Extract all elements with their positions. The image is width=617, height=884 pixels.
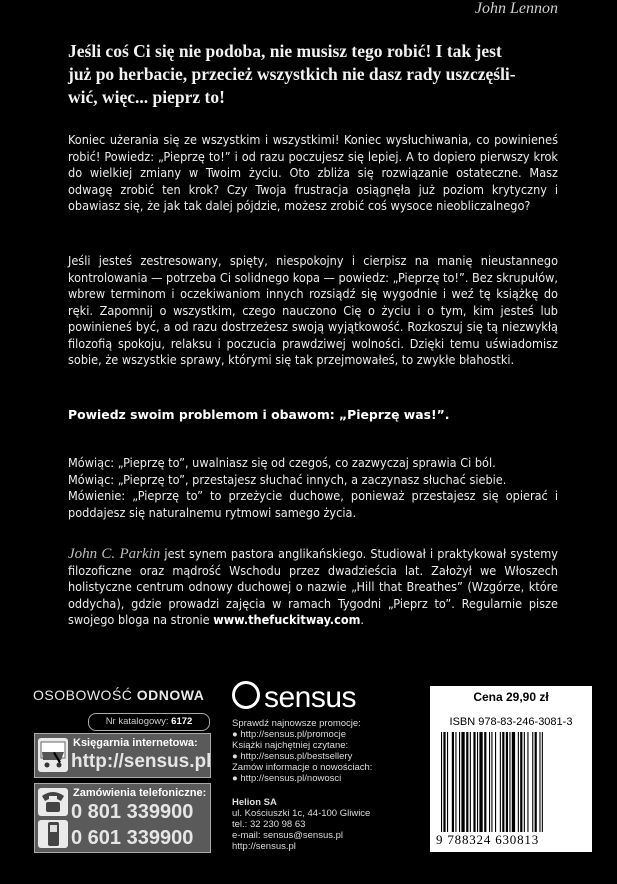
- sensus-logo-mark: [232, 681, 260, 709]
- phone-icon: [38, 788, 68, 816]
- shop-title: Księgarnia internetowa:: [73, 737, 198, 749]
- author-name: John C. Parkin: [68, 546, 161, 562]
- promo-line: Sprawdź najnowsze promocje:: [232, 718, 361, 729]
- quote-line: wić, więc... pieprz to!: [68, 87, 225, 107]
- barcode-bar: [459, 732, 460, 832]
- epigraph-quote: [68, 40, 558, 109]
- address-line: e-mail: sensus@sensus.pl: [232, 830, 344, 841]
- address-line: http://sensus.pl: [232, 841, 296, 852]
- paragraph-saying: [68, 455, 558, 521]
- barcode-bar: [484, 732, 486, 832]
- barcode-bar: [455, 732, 456, 832]
- promo-line: Zamów informacje o nowościach:: [232, 762, 373, 773]
- paragraph-intro: Koniec użerania się ze wszystkim i wszystkimi! Koniec wysłuchiwania, co powinieneś robić! Powiedz: „Pieprzę to!” i od razu poczujesz się lepiej. A to dopiero pierwszy krok do wielkiej zmiany w Twoim życiu. Oto zbliża się rozwiązanie ostateczne. Masz odwagę zrobić ten krok? Czy Twoja frustracja osiągnęła już poziom krytyczny i obawiasz się, że jak tak dalej pójdzie, możesz zrobić coś wysoce nieobliczalnego?: [68, 132, 558, 213]
- saying-line: Mówienie: „Pieprzę to” to przeżycie duchowe, ponieważ przestajesz się opierać i poddajesz się naturalnemu rytmowi samego życia.: [68, 488, 558, 520]
- bio-end: .: [360, 612, 365, 627]
- phone-number-1: 0 801 339900: [71, 801, 194, 823]
- barcode-bar: [473, 732, 475, 832]
- phone-number-2: 0 601 339900: [71, 827, 194, 849]
- barcode-bar: [443, 732, 445, 832]
- quote-line: już po herbacie, przecież wszystkich nie dasz rady uszczęśli-: [68, 64, 516, 84]
- author-bio: [68, 546, 558, 629]
- bold-tagline: Powiedz swoim problemom i obawom: „Pieprzę was!”.: [68, 407, 450, 422]
- barcode-bar: [489, 732, 490, 832]
- paragraph-stress: Jeśli jesteś zestresowany, spięty, niespokojny i cierpisz na manię nieustannego kontrolowania — potrzeba Ci solidnego kopa — powiedz: „Pieprzę to!”. Bez skrupułów, wbrew terminom i oczekiwaniom innych rozsiądź się wygodnie i weź tę książkę do ręki. Zapomnij o wszystkim, czego nauczono Cię o życiu i o tym, kim jesteś lub powinieneś być, a od razu dostrzeżesz swoją wyjątkowość. Rozkoszuj się tą niezwykłą filozofią spokoju, relaksu i poczucia prawdziwej wolności. Dzięki temu uświadomisz sobie, że wszystkie sprawy, którymi się tak przejmowałeś, to zwykłe błahostki.: [68, 253, 558, 367]
- barcode-bar: [512, 732, 515, 832]
- catalog-badge: [88, 713, 210, 731]
- price-label: Cena 29,90 zł: [473, 690, 549, 704]
- barcode-bar: [539, 732, 540, 832]
- barcode-image: [441, 732, 581, 832]
- barcode-panel: [430, 686, 592, 852]
- barcode-bar: [509, 732, 510, 832]
- barcode-bar: [477, 732, 478, 832]
- sensus-logo-text: sensus: [264, 681, 357, 714]
- address-line: ul. Kościuszki 1c, 44-100 Gliwice: [232, 808, 371, 819]
- promo-link[interactable]: ● http://sensus.pl/nowosci: [232, 773, 342, 784]
- shopping-cart-icon: [38, 738, 68, 772]
- barcode-bar: [520, 732, 522, 832]
- barcode-bar: [447, 732, 448, 832]
- saying-line: Mówiąc: „Pieprzę to”, przestajesz słuchać innych, a zaczynasz słuchać siebie.: [68, 471, 507, 487]
- sensus-logo: [232, 681, 356, 715]
- promo-link[interactable]: ● http://sensus.pl/bestsellery: [232, 751, 353, 762]
- online-shop-box[interactable]: [34, 733, 211, 778]
- quote-author: John Lennon: [474, 0, 558, 17]
- barcode-bar: [441, 732, 442, 832]
- barcode-bar: [535, 732, 537, 832]
- phone-orders-box: [34, 783, 211, 853]
- publisher-address: [232, 797, 370, 852]
- barcode-bar: [518, 732, 519, 832]
- barcode-bar: [461, 732, 464, 832]
- barcode-bar: [470, 732, 471, 832]
- catalog-number: 6172: [171, 716, 193, 727]
- promo-line: Książki najchętniej czytane:: [232, 740, 349, 751]
- author-website-link[interactable]: www.thefuckitway.com: [213, 612, 361, 627]
- barcode-bar: [500, 732, 501, 832]
- promo-list: [232, 718, 412, 784]
- barcode-bar: [524, 732, 525, 832]
- address-line: tel.: 32 230 98 63: [232, 819, 306, 830]
- promo-link[interactable]: ● http://sensus.pl/promocje: [232, 729, 346, 740]
- barcode-bar: [527, 732, 528, 832]
- series-logo-word-2: ODNOWA: [136, 687, 205, 703]
- barcode-bar: [491, 732, 492, 832]
- company-name: Helion SA: [232, 797, 277, 808]
- saying-line: Mówiąc: „Pieprzę to”, uwalniasz się od czegoś, co zazwyczaj sprawia Ci ból.: [68, 455, 496, 470]
- series-logo: [33, 687, 204, 703]
- quote-line: Jeśli coś Ci się nie podoba, nie musisz tego robić! I tak jest: [68, 41, 502, 61]
- bio-text: jest synem pastora anglikańskiego. Studiował i praktykował systemy filozoficzne oraz mądrość Wschodu przez dwadzieścia lat. Założył we Włoszech holistyczne centrum odnowy duchowej o nazwie „Hill that Breathes” (Wzgórze, które oddycha), gdzie prowadzi zajęcia w ramach Tygodni „Pieprz to”. Regularnie pisze swojego bloga na stronie: [68, 546, 558, 627]
- series-logo-word-1: OSOBOWOŚĆ: [33, 687, 133, 703]
- barcode-bar: [506, 732, 508, 832]
- barcode-bar: [452, 732, 454, 832]
- barcode-bar: [542, 732, 543, 832]
- isbn-label: ISBN 978-83-246-3081-3: [449, 716, 573, 728]
- barcode-bar: [495, 732, 496, 832]
- phone-title: Zamówienia telefoniczne:: [73, 787, 207, 799]
- shop-url[interactable]: http://sensus.pl: [71, 751, 212, 772]
- barcode-digits: 9 788324 630813: [436, 832, 539, 847]
- barcode-bar: [532, 732, 533, 832]
- barcode-bar: [502, 732, 504, 832]
- barcode-bar: [479, 732, 482, 832]
- barcode-bar: [466, 732, 468, 832]
- catalog-label: Nr katalogowy:: [105, 716, 169, 727]
- mobile-phone-icon: [38, 820, 68, 848]
